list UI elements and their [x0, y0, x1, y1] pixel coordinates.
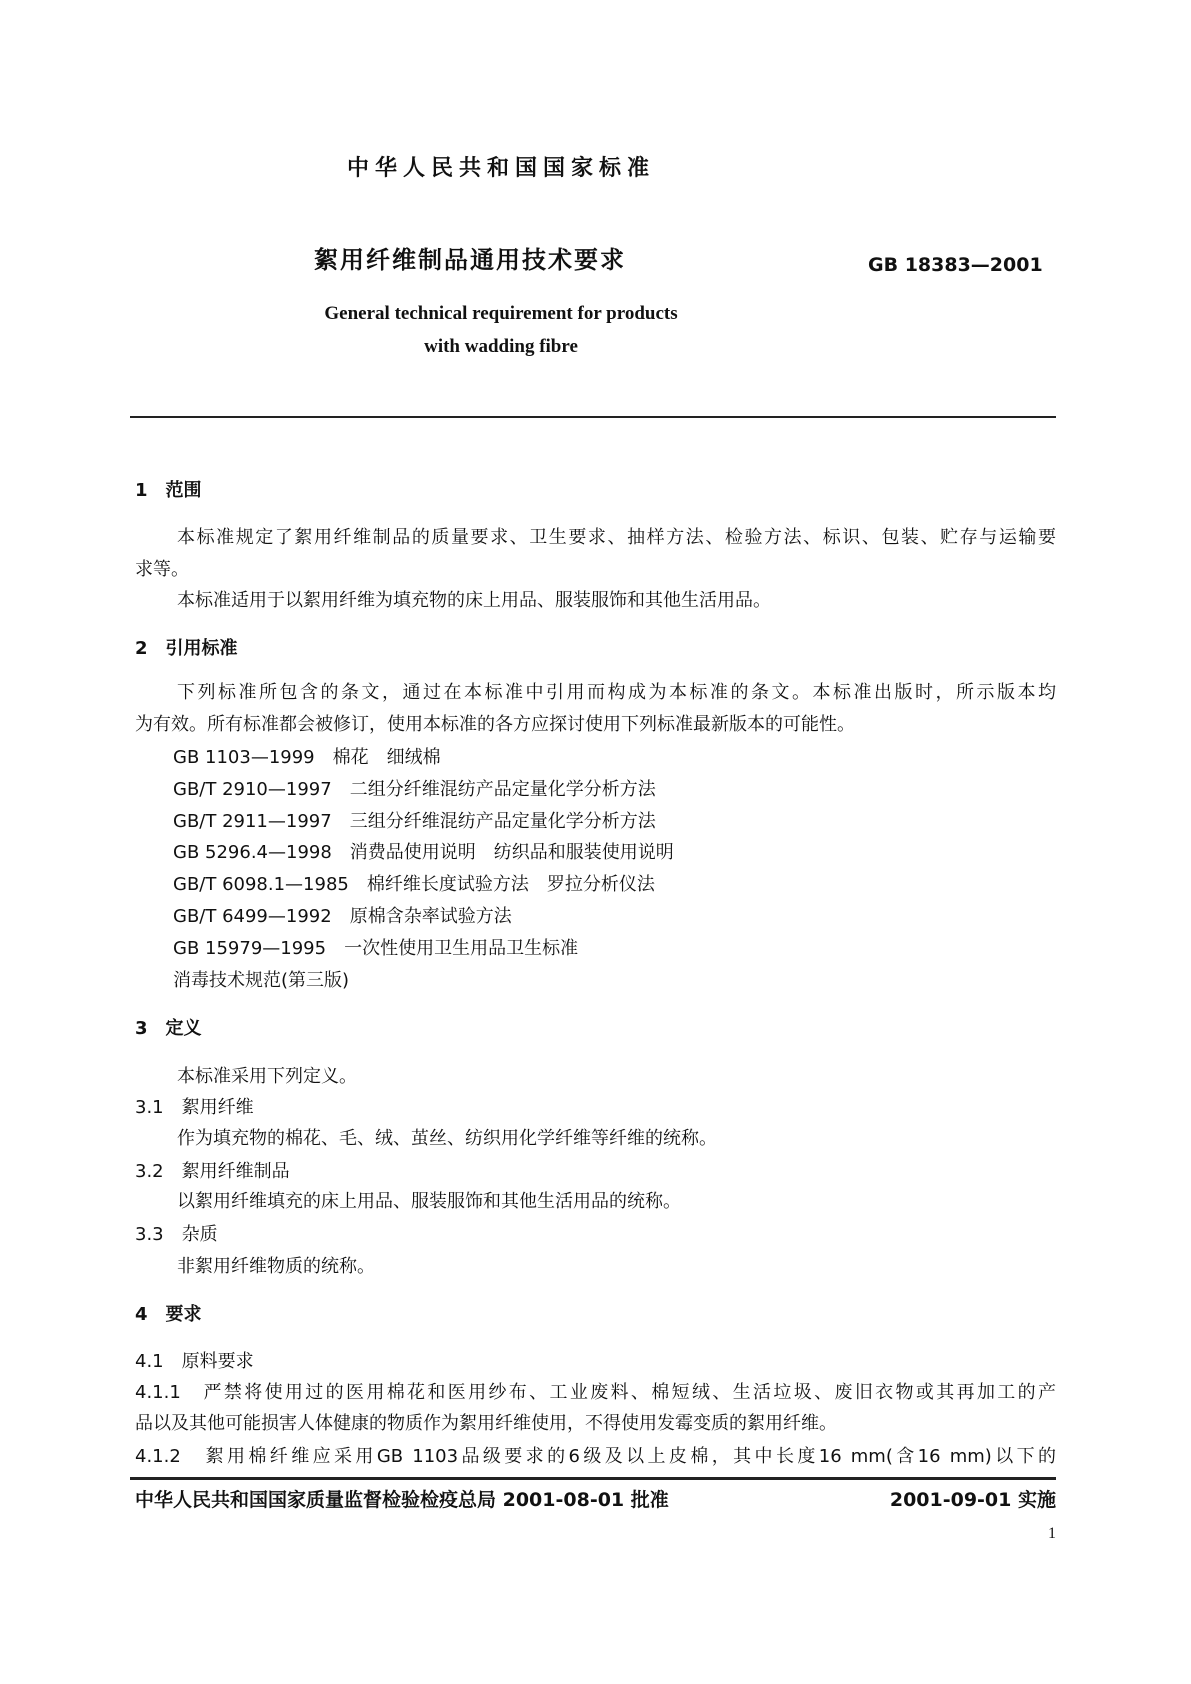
document-title: 絮用纤维制品通用技术要求 [314, 246, 626, 274]
section-3-heading: 3 定义 [135, 1018, 202, 1039]
reference-item: 消毒技术规范(第三版) [173, 970, 350, 991]
reference-item: GB/T 6098.1—1985 棉纤维长度试验方法 罗拉分析仪法 [173, 874, 655, 895]
paragraph: 下列标准所包含的条文，通过在本标准中引用而构成为本标准的条文。本标准出版时，所示版本均 [177, 682, 1056, 703]
english-title-line-1: General technical requirement for products [324, 303, 678, 324]
header-rule [130, 416, 1056, 418]
reference-item: GB 15979—1995 一次性使用卫生用品卫生标准 [173, 938, 579, 959]
reference-item: GB 5296.4—1998 消费品使用说明 纺织品和服装使用说明 [173, 842, 674, 863]
standard-number: GB 18383—2001 [868, 254, 1043, 276]
footer-rule [130, 1477, 1056, 1480]
paragraph: 为有效。所有标准都会被修订，使用本标准的各方应探讨使用下列标准最新版本的可能性。 [135, 714, 855, 735]
reference-item: GB/T 6499—1992 原棉含杂率试验方法 [173, 906, 512, 927]
definition-text: 作为填充物的棉花、毛、绒、茧丝、纺织用化学纤维等纤维的统称。 [177, 1128, 717, 1149]
definition-term: 3.1 絮用纤维 [135, 1097, 254, 1118]
paragraph: 品以及其他可能损害人体健康的物质作为絮用纤维使用，不得使用发霉变质的絮用纤维。 [135, 1413, 837, 1434]
country-title: 中华人民共和国国家标准 [346, 156, 655, 181]
approval-note: 中华人民共和国国家质量监督检验检疫总局 2001-08-01 批准 [135, 1489, 669, 1511]
paragraph: 求等。 [135, 559, 189, 580]
paragraph: 本标准规定了絮用纤维制品的质量要求、卫生要求、抽样方法、检验方法、标识、包装、贮存与运输要 [177, 527, 1056, 548]
effective-date: 2001-09-01 实施 [889, 1489, 1056, 1511]
subsection-heading: 4.1 原料要求 [135, 1351, 254, 1372]
reference-item: GB 1103—1999 棉花 细绒棉 [173, 747, 441, 768]
paragraph: 4.1.1 严禁将使用过的医用棉花和医用纱布、工业废料、棉短绒、生活垃圾、废旧衣物或其再加工的产 [135, 1382, 1056, 1403]
definition-text: 以絮用纤维填充的床上用品、服装服饰和其他生活用品的统称。 [177, 1191, 681, 1212]
paragraph: 本标准采用下列定义。 [177, 1066, 357, 1087]
reference-item: GB/T 2911—1997 三组分纤维混纺产品定量化学分析方法 [173, 811, 656, 832]
section-4-heading: 4 要求 [135, 1304, 202, 1325]
section-2-heading: 2 引用标准 [135, 638, 238, 659]
page-number: 1 [1048, 1525, 1056, 1542]
english-title-line-2: with wadding fibre [424, 336, 578, 357]
definition-text: 非絮用纤维物质的统称。 [177, 1256, 375, 1277]
reference-item: GB/T 2910—1997 二组分纤维混纺产品定量化学分析方法 [173, 779, 656, 800]
definition-term: 3.3 杂质 [135, 1224, 218, 1245]
paragraph: 4.1.2 絮用棉纤维应采用GB 1103品级要求的6级及以上皮棉，其中长度16 mm(含16 mm)以下的 [135, 1446, 1056, 1467]
section-1-heading: 1 范围 [135, 480, 202, 501]
paragraph: 本标准适用于以絮用纤维为填充物的床上用品、服装服饰和其他生活用品。 [177, 590, 771, 611]
definition-term: 3.2 絮用纤维制品 [135, 1161, 290, 1182]
